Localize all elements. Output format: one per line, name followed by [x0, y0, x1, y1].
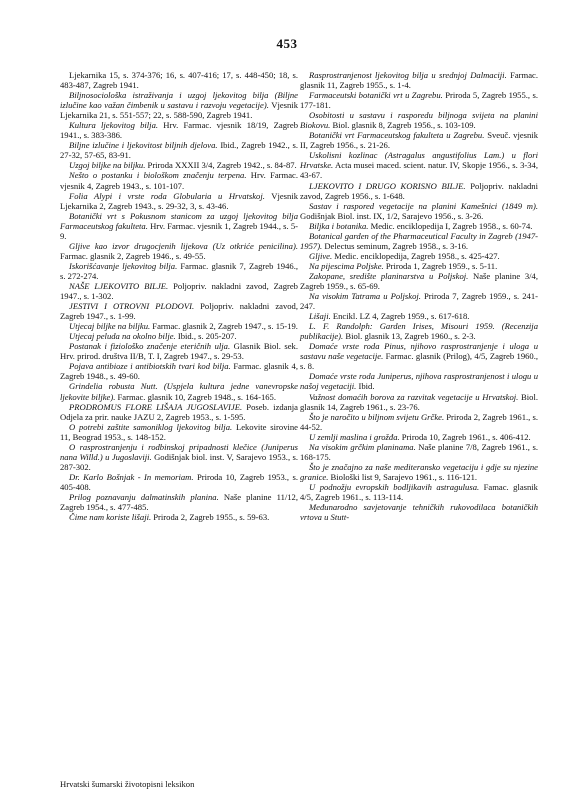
bibliography-entry — [300, 321, 538, 341]
right-column — [300, 70, 538, 522]
entry-details: Ljekarnika 15, s. 374-376; 16, s. 407-416; 17, s. 448-450; 18, s. 483-487, Zagreb 1941. — [60, 70, 298, 91]
bibliography-entry — [300, 482, 538, 502]
entry-title: Farmaceutski botanički vrt u Zagrebu. — [309, 90, 443, 101]
bibliography-entry — [60, 512, 298, 522]
bibliography-entry — [300, 201, 538, 221]
entry-details: Biol. glasnik 8, Zagreb 1956., s. 103-109. — [330, 120, 476, 131]
bibliography-entry — [60, 381, 298, 401]
entry-title: L. F. Randolph: Garden Irises, Misouri 1959. (Recenzija publikacije). — [300, 321, 538, 342]
entry-details: Godišnjak Biol. inst. IX, 1/2, Sarajevo 1956., s. 3-26. — [300, 210, 484, 221]
bibliography-entry — [300, 442, 538, 462]
entry-title: Grindelia robusta Nutt. (Uspjela kultura jedne vanevropske ljekovite biljke). — [60, 381, 298, 402]
entry-details: Hrv. Farmac. vjesnik 1, Zagreb 1944., s. 5-9. — [60, 220, 298, 241]
entry-details: Priroda 1, Zagreb 1959., s. 5-11. — [383, 260, 498, 271]
entry-details: Biološki list 9, Sarajevo 1961., s. 116-121. — [328, 471, 478, 482]
entry-details: Sveuč. vjesnik II, Zagreb 1956., s. 21-26. — [300, 130, 538, 151]
entry-title: Biljne izlučine i ljekovitost biljnih djelova. — [69, 140, 218, 151]
bibliography-entry — [60, 492, 298, 512]
entry-title: Važnost domaćih borova za razvitak vegetacije u Hrvatskoj. — [309, 391, 519, 402]
entry-title: Na pijescima Poljske. — [309, 260, 384, 271]
entry-details: Priroda 10, Zagreb 1961., s. 406-412. — [399, 431, 531, 442]
entry-title: Botanički vrt Farmaceutskog fakulteta u Zagrebu. — [309, 130, 485, 141]
entry-details: Encikl. LZ 4, Zagreb 1959., s. 617-618. — [330, 311, 470, 322]
entry-details: Godišnjak biol. inst. V, Sarajevo 1953., s. 287-302. — [60, 451, 298, 472]
entry-title: Lišaji. — [309, 311, 331, 322]
entry-title: Osobitosti u sastavu i rasporedu biljnoga svijeta na planini Biokovu. — [300, 110, 538, 131]
entry-title: Folia Alypi i vrste roda Globularia u Hrvatskoj. — [69, 190, 265, 201]
bibliography-entry — [300, 392, 538, 412]
bibliography-entry — [60, 70, 298, 90]
entry-details: Ibid., s. 205-207. — [175, 331, 237, 342]
bibliography-entry — [60, 160, 298, 170]
bibliography-entry — [300, 291, 538, 311]
entry-details: Farmac. glasnik 4, Zagreb 1948., s. 49-60. — [60, 361, 298, 382]
bibliography-entry — [300, 231, 538, 251]
bibliography-entry — [60, 140, 298, 160]
entry-title: JESTIVI I OTROVNI PLODOVI. — [69, 301, 195, 312]
entry-details: Farmac. glasnik (Prilog), 4/5, Zagreb 1960., s. 8. — [300, 351, 539, 372]
bibliography-entry — [300, 181, 538, 201]
entry-details: Naše planine 7/8, Zagreb 1961., s. 168-175. — [300, 441, 538, 462]
bibliography-entry — [300, 502, 538, 522]
entry-details: Farmac. glasnik 11, Zagreb 1955., s. 1-4. — [300, 70, 538, 91]
bibliography-entry — [60, 422, 298, 442]
bibliography-entry — [60, 321, 298, 331]
bibliography-entry — [60, 211, 298, 241]
entry-details: Ibid. — [356, 381, 375, 392]
entry-details: Poljopriv. nakladni zavod, Zagreb 1956., s. 1-648. — [300, 180, 538, 201]
entry-title: Zakopane, središte planinarstva u Poljskoj. — [309, 270, 469, 281]
bibliography-entry — [300, 462, 538, 482]
entry-title: Utjecaj biljke na biljku. — [69, 321, 151, 332]
bibliography-entry — [300, 341, 538, 371]
entry-title: Postanak i fiziološko značenje eteričnih ulja. — [69, 341, 231, 352]
bibliography-entry — [300, 261, 538, 271]
entry-title: Pojava antibioze i antibiotskih tvari kod bilja. — [69, 361, 231, 372]
bibliography-entry — [60, 301, 298, 321]
entry-title: Iskorišćavanje ljekovitog bilja. — [69, 260, 178, 271]
bibliography-entry — [60, 170, 298, 190]
bibliography-entry — [300, 251, 538, 261]
entry-title: U zemlji maslina i grožđa. — [309, 431, 400, 442]
entry-title: Uskolisni kozlinac (Astragalus angustifolius Lam.) u flori Hrvatske. — [300, 150, 538, 171]
entry-title: Dr. Karlo Bošnjak - In memoriam. — [69, 471, 194, 482]
entry-details: Priroda XXXII 3/4, Zagreb 1942., s. 84-87. — [145, 160, 297, 171]
entry-details: Priroda 5, Zagreb 1955., s. 177-181. — [300, 90, 538, 111]
entry-details: Vjesnik Ljekarnika 2, Zagreb 1943., s. 29-32, 3, s. 43-46. — [60, 190, 299, 211]
entry-title: LJEKOVITO I DRUGO KORISNO BILJE. — [309, 180, 466, 191]
entry-details: Poseb. izdanja Odjela za prir. nauke JAZU 2, Zagreb 1953., s. 1-595. — [60, 401, 298, 422]
entry-title: Na visokim Tatrama u Poljskoj. — [309, 291, 421, 302]
entry-title: U podnožju evropskih bodljikavih astragulusa. — [309, 481, 480, 492]
entry-title: Uzgoj biljke na biljku. — [69, 160, 146, 171]
entry-title: Kultura ljekovitog bilja. — [69, 120, 159, 131]
bibliography-entry — [300, 271, 538, 291]
entry-details: Vjesnik Ljekarnika 21, s. 551-557; 22, s. 588-590, Zagreb 1941. — [60, 100, 298, 121]
entry-details: Priroda 10, Zagreb 1953., s. 405-408. — [60, 471, 298, 492]
entry-title: Prilog poznavanju dalmatinskih planina. — [69, 491, 219, 502]
entry-details: Biol. glasnik 14, Zagreb 1961., s. 23-76. — [300, 391, 539, 412]
entry-title: Nešto o postanku i biološkom značenju terpena. — [69, 170, 247, 181]
bibliography-entry — [60, 341, 298, 361]
bibliography-entry — [300, 150, 538, 180]
footer-title: Hrvatski šumarski životopisni leksikon — [60, 779, 195, 789]
entry-title: Što je značajno za naše mediteransko vegetaciju i gdje su njezine granice. — [300, 461, 538, 482]
bibliography-entry — [60, 241, 298, 261]
entry-title: Rasprostranjenost ljekovitog bilja u srednjoj Dalmaciji. — [309, 70, 507, 80]
bibliography-entry — [60, 191, 298, 211]
left-column — [60, 70, 298, 522]
entry-title: Botanički vrt s Pokusnom stanicom za uzgoj ljekovitog bilja Farmaceutskog fakulteta. — [60, 210, 298, 231]
bibliography-entry — [300, 70, 538, 90]
entry-details: Medic. enciklopedija, Zagreb 1958., s. 425-427. — [332, 250, 500, 261]
bibliography-entry — [300, 221, 538, 231]
bibliography-entry — [300, 110, 538, 130]
entry-details: Farmac. glasnik 2, Zagreb 1946., s. 49-55. — [60, 250, 206, 261]
bibliography-entry — [60, 120, 298, 140]
entry-details: Biol. glasnik 13, Zagreb 1960., s. 2-3. — [343, 331, 476, 342]
entry-details: Famac. glasnik 4/5, Zagreb 1961., s. 113-114. — [300, 481, 538, 502]
entry-details: Naše planine 3/4, Zagreb 1959., s. 65-69. — [300, 270, 538, 291]
entry-details: Naše planine 11/12, Zagreb 1954., s. 477-485. — [60, 491, 299, 513]
bibliography-entry — [300, 432, 538, 442]
entry-details: Priroda 2, Zagreb 1961., s. 44-52. — [300, 411, 538, 432]
bibliography-entry — [60, 361, 298, 381]
bibliography-entry — [60, 442, 298, 472]
entry-details: Farmac. glasnik 7, Zagreb 1946., s. 272-274. — [60, 260, 298, 281]
entry-title: Na visokim grčkim planinama. — [309, 441, 416, 452]
entry-title: Sastav i raspored vegetacije na planini Kamešnici (1849 m). — [309, 200, 538, 211]
entry-title: Međunarodno savjetovanje tehničkih rukovodilaca botaničkih vrtova u Stutt- — [300, 502, 538, 523]
entry-title: O potrebi zaštite samoniklog ljekovitog bilja. — [69, 421, 233, 432]
entry-details: Hrv. Farmac. vjesnik 18/19, Zagreb 1941., s. 383-386. — [60, 120, 298, 141]
bibliography-entry — [60, 472, 298, 492]
entry-title: Gljive kao izvor drugocjenih lijekova (Uz otkriće penicilina). — [69, 240, 298, 251]
bibliography-entry — [60, 90, 298, 120]
entry-details: Poljopriv. nakladni zavod, Zagreb 1947., s. 1-302. — [60, 280, 298, 302]
bibliography-entry — [300, 311, 538, 321]
entry-details: Farmac. glasnik 2, Zagreb 1947., s. 15-19. — [150, 321, 298, 332]
entry-details: Priroda 7, Zagreb 1959., s. 241-247. — [300, 291, 538, 312]
bibliography-entry — [60, 281, 298, 301]
entry-title: Biljnosociološka istraživanja i uzgoj ljekovitog bilja (Biljne izlučine kao važan čimbenik u sastavu i razvoju vegetacije). — [60, 90, 298, 111]
entry-title: O rasprostranjenju i rodbinskoj pripadnosti klečice (Juniperus nana Willd.) u Jugoslaviji. — [60, 441, 298, 462]
bibliography-entry — [60, 402, 298, 422]
entry-details: Delectus seminum, Zagreb 1958., s. 3-16. — [322, 240, 469, 251]
bibliography-entry — [300, 371, 538, 391]
entry-details: Farmac. glasnik 10, Zagreb 1948., s. 164-165. — [115, 391, 276, 402]
bibliography-entry — [300, 90, 538, 110]
bibliography-entry — [300, 412, 538, 432]
page-number: 453 — [276, 36, 298, 51]
entry-title: Biljka i botanika. — [309, 220, 369, 231]
entry-details: Lekovite sirovine 11, Beograd 1953., s. 148-152. — [60, 421, 298, 442]
entry-details: Acta musei maced. scient. natur. IV, Skopje 1956., s. 3-34, 43-67. — [300, 160, 538, 181]
entry-title: Domaće vrste roda Juniperus, njihova rasprostranjenost i ulogu u našoj vegetaciji. — [300, 371, 538, 392]
bibliography-entry — [300, 130, 538, 150]
entry-details: Hrv. Farmac. vjesnik 4, Zagreb 1943., s. 101-107. — [60, 170, 298, 191]
entry-title: Čime nam koriste lišaji. — [69, 512, 152, 523]
bibliography-entry — [60, 261, 298, 281]
entry-title: Botanical garden of the Pharmaceutical Faculty in Zagreb (1947-1957). — [300, 230, 538, 251]
entry-title: Gljive. — [309, 250, 333, 261]
entry-title: Domaće vrste roda Pinus, njihovo rasprostranjenje i uloga u sastavu naše vegetacije. — [300, 341, 538, 362]
entry-details: Glasnik Biol. sek. Hrv. prirod. društva II/B, T. I, Zagreb 1947., s. 29-53. — [60, 341, 298, 362]
entry-details: Ibid., Zagreb 1942., s. 27-32, 57-65, 83-91. — [60, 140, 299, 161]
entry-details: Priroda 2, Zagreb 1955., s. 59-63. — [151, 512, 270, 523]
entry-title: Što je naročito u biljnom svijetu Grčke. — [309, 411, 445, 422]
entry-details: Medic. enciklopedija I, Zagreb 1958., s. 60-74. — [368, 220, 533, 231]
entry-title: NAŠE LJEKOVITO BILJE. — [69, 280, 169, 291]
bibliography-entry — [60, 331, 298, 341]
entry-details: Poljopriv. nakladni zavod, Zagreb 1947., s. 1-99. — [60, 301, 298, 322]
entry-title: PRODROMUS FLORE LIŠAJA JUGOSLAVIJE. — [69, 401, 243, 412]
entry-title: Utjecaj peluda na okolno bilje. — [69, 331, 176, 342]
